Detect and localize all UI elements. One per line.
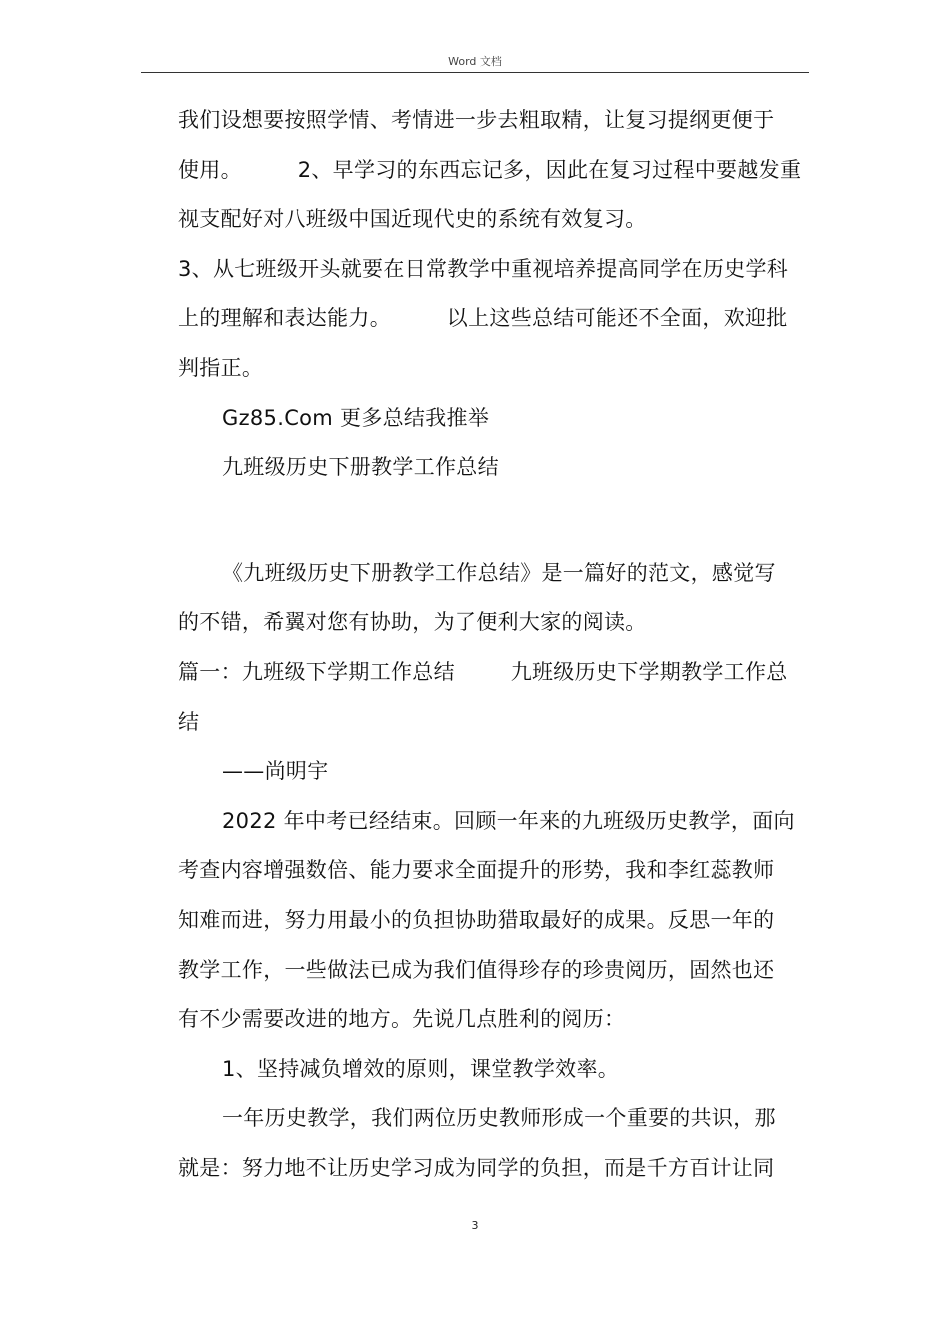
section-title: 九班级历史下册教学工作总结	[222, 455, 499, 480]
body-line: 教学工作，一些做法已成为我们值得珍存的珍贵阅历，固然也还	[178, 957, 775, 982]
body-line: 判指正。	[178, 355, 264, 380]
body-line: 考查内容增强数倍、能力要求全面提升的形势，我和李红蕊教师	[178, 858, 775, 883]
body-line: 我们设想要按照学情、考情进一步去粗取精，让复习提纲更便于	[178, 108, 775, 132]
body-line: 3、从七班级开头就要在日常教学中重视培养提高同学在历史学科	[178, 256, 789, 281]
body-line: 一年历史教学，我们两位历史教师形成一个重要的共识，那	[222, 1106, 776, 1131]
header-label: Word 文档	[448, 55, 502, 68]
body-line: 2022 年中考已经结束。回顾一年来的九班级历史教学，面向	[222, 808, 795, 833]
body-line: 视支配好对八班级中国近现代史的系统有效复习。	[178, 207, 647, 232]
body-line: 结	[178, 709, 200, 734]
body-line: 1、坚持减负增效的原则，课堂教学效率。	[222, 1056, 620, 1081]
website-reference-line: Gz85.Com 更多总结我推举	[222, 405, 490, 430]
body-line: 有不少需要改进的地方。先说几点胜利的阅历：	[178, 1007, 626, 1032]
body-line: 就是：努力地不让历史学习成为同学的负担，而是千方百计让同	[178, 1155, 775, 1180]
body-line: 篇一：九班级下学期工作总结 九班级历史下学期教学工作总	[178, 659, 788, 684]
document-body	[178, 96, 818, 1193]
body-line: 《九班级历史下册教学工作总结》是一篇好的范文，感觉写	[222, 560, 776, 585]
body-line: 的不错，希翼对您有协助，为了便利大家的阅读。	[178, 610, 647, 635]
author-line: ——尚明宇	[222, 759, 329, 784]
page-header	[141, 50, 809, 73]
body-line: 上的理解和表达能力。 以上这些总结可能还不全面，欢迎批	[178, 306, 788, 331]
body-line: 知难而进，努力用最小的负担协助猎取最好的成果。反思一年的	[178, 907, 775, 932]
body-line: 使用。 2、早学习的东西忘记多，因此在复习过程中要越发重	[178, 157, 802, 182]
blank-gap	[178, 493, 818, 549]
page-number: 3	[471, 1219, 479, 1232]
